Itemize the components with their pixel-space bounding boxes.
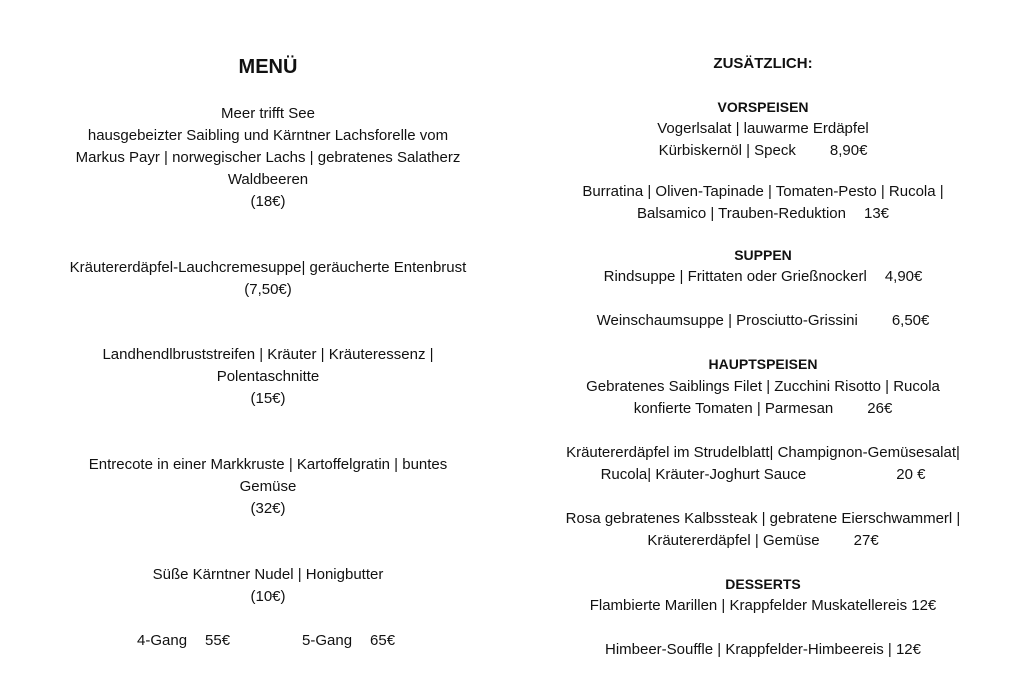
hauptspeise-1-line-1: Gebratenes Saiblings Filet | Zucchini Risotto | Rucola: [586, 378, 940, 395]
hauptspeise-2-line-2: Rucola| Kräuter-Joghurt Sauce 20 €: [600, 466, 926, 483]
suppe-1-price: 4,90€: [884, 268, 923, 285]
hauptspeisen-heading: HAUPTSPEISEN: [708, 356, 818, 372]
gang-4-label: 4-Gang: [137, 632, 188, 649]
course-1-line-1: Meer trifft See: [221, 105, 315, 122]
course-3-line-1: Landhendlbruststreifen | Kräuter | Kräuteressenz |: [102, 346, 434, 363]
suppe-2: Weinschaumsuppe | Prosciutto-Grissini 6,50€: [596, 312, 930, 329]
hauptspeise-1-price: 26€: [867, 400, 893, 417]
course-4-line-2: Gemüse: [239, 478, 297, 495]
dessert-1: Flambierte Marillen | Krappfelder Muskatellereis 12€: [589, 597, 937, 614]
course-1-price: (18€): [250, 193, 286, 210]
hauptspeise-1-line-2: konfierte Tomaten | Parmesan 26€: [633, 400, 893, 417]
course-1-line-2: hausgebeizter Saibling und Kärntner Lachsforelle vom: [87, 127, 449, 144]
vorspeise-2-price: 13€: [863, 205, 890, 222]
course-2-price: (7,50€): [244, 281, 292, 298]
gang-4-amount: 55€: [205, 632, 231, 649]
vorspeise-1-price: 8,90€: [829, 142, 868, 159]
gang-5-amount: 65€: [370, 632, 396, 649]
course-1-line-4: Waldbeeren: [227, 171, 309, 188]
course-2-line-1: Kräutererdäpfel-Lauchcremesuppe| geräucherte Entenbrust: [69, 259, 467, 276]
course-4-line-1: Entrecote in einer Markkruste | Kartoffelgratin | buntes: [88, 456, 448, 473]
course-4-price: (32€): [250, 500, 286, 517]
menu-title: MENÜ: [238, 56, 298, 78]
vorspeisen-heading: VORSPEISEN: [717, 99, 809, 115]
vorspeise-1-line-2: Kürbiskernöl | Speck 8,90€: [658, 142, 868, 159]
vorspeise-2-line-1: Burratina | Oliven-Tapinade | Tomaten-Pesto | Rucola |: [582, 183, 944, 200]
suppen-heading: SUPPEN: [734, 247, 792, 263]
course-3-price: (15€): [250, 390, 286, 407]
desserts-heading: DESSERTS: [725, 576, 801, 592]
extras-title: ZUSÄTZLICH:: [713, 55, 813, 72]
hauptspeise-2-line-1: Kräutererdäpfel im Strudelblatt| Champignon-Gemüsesalat|: [566, 444, 960, 461]
hauptspeise-2-price: 20 €: [896, 466, 926, 483]
course-1-line-3: Markus Payr | norwegischer Lachs | gebratenes Salatherz: [75, 149, 461, 166]
course-5-price: (10€): [250, 588, 286, 605]
gang-4-price: [137, 630, 230, 652]
vorspeise-1-line-1: Vogerlsalat | lauwarme Erdäpfel: [657, 120, 869, 137]
course-3-line-2: Polentaschnitte: [216, 368, 320, 385]
vorspeise-2-line-2: Balsamico | Trauben-Reduktion 13€: [636, 205, 890, 222]
gang-5-price: [302, 630, 395, 652]
suppe-2-price: 6,50€: [891, 312, 930, 329]
gang-5-label: 5-Gang: [302, 632, 353, 649]
dessert-2: Himbeer-Souffle | Krappfelder-Himbeereis | 12€: [605, 641, 921, 658]
course-5-line-1: Süße Kärntner Nudel | Honigbutter: [152, 566, 384, 583]
hauptspeise-3-line-1: Rosa gebratenes Kalbssteak | gebratene Eierschwammerl |: [565, 510, 961, 527]
hauptspeise-3-price: 27€: [853, 532, 879, 549]
suppe-1: Rindsuppe | Frittaten oder Grießnockerl 4,90€: [603, 268, 923, 285]
hauptspeise-3-line-2: Kräutererdäpfel | Gemüse 27€: [647, 532, 879, 549]
